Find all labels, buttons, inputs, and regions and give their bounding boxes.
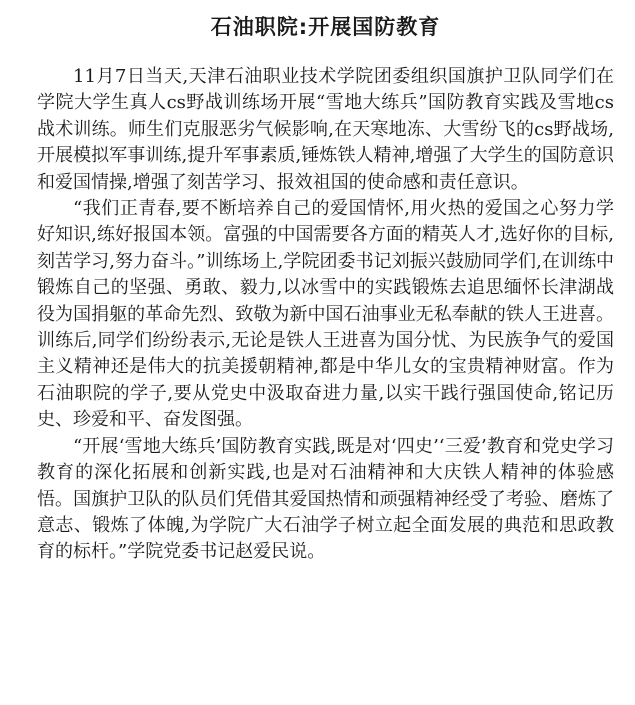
article-paragraph-2: “我们正青春,要不断培养自己的爱国情怀,用火热的爱国之心努力学好知识,练好报国本领。富强的中国需要各方面的精英人才,选好你的目标,刻苦学习,努力奋斗。”训练场上,学院团委书记刘振兴鼓励同学们,在训练中锻炼自己的坚强、勇敢、毅力,以冰雪中的实践锻炼去追思缅怀长津湖战役为国捐躯的革命先烈、致敬为新中国石油事业无私奉献的铁人王进喜。训练后,同学们纷纷表示,无论是铁人王进喜为国分忧、为民族争气的爱国主义精神还是伟大的抗美援朝精神,都是中华儿女的宝贵精神财富。作为石油职院的学子,要从党史中汲取奋进力量,以实干践行强国使命,铭记历史、珍爱和平、奋发图强。 bbox=[37, 198, 614, 431]
news-article bbox=[37, 12, 614, 566]
article-body bbox=[37, 64, 614, 566]
article-paragraph-3: “开展‘雪地大练兵’国防教育实践,既是对‘四史’‘三爱’教育和党史学习教育的深化拓展和创新实践,也是对石油精神和大庆铁人精神的体验感悟。国旗护卫队的队员们凭借其爱国热情和顽强精神经受了考验、磨炼了意志、锻炼了体魄,为学院广大石油学子树立起全面发展的典范和思政教育的标杆。”学院党委书记赵爱民说。 bbox=[37, 435, 614, 563]
article-headline: 石油职院:开展国防教育 bbox=[210, 15, 441, 39]
article-paragraph-1: 11月7日当天,天津石油职业技术学院团委组织国旗护卫队同学们在学院大学生真人cs野战训练场开展“雪地大练兵”国防教育实践及雪地cs战术训练。师生们克服恶劣气候影响,在天寒地冻、大雪纷飞的cs野战场,开展模拟军事训练,提升军事素质,锤炼铁人精神,增强了大学生的国防意识和爱国情操,增强了刻苦学习、报效祖国的使命感和责任意识。 bbox=[37, 66, 614, 193]
